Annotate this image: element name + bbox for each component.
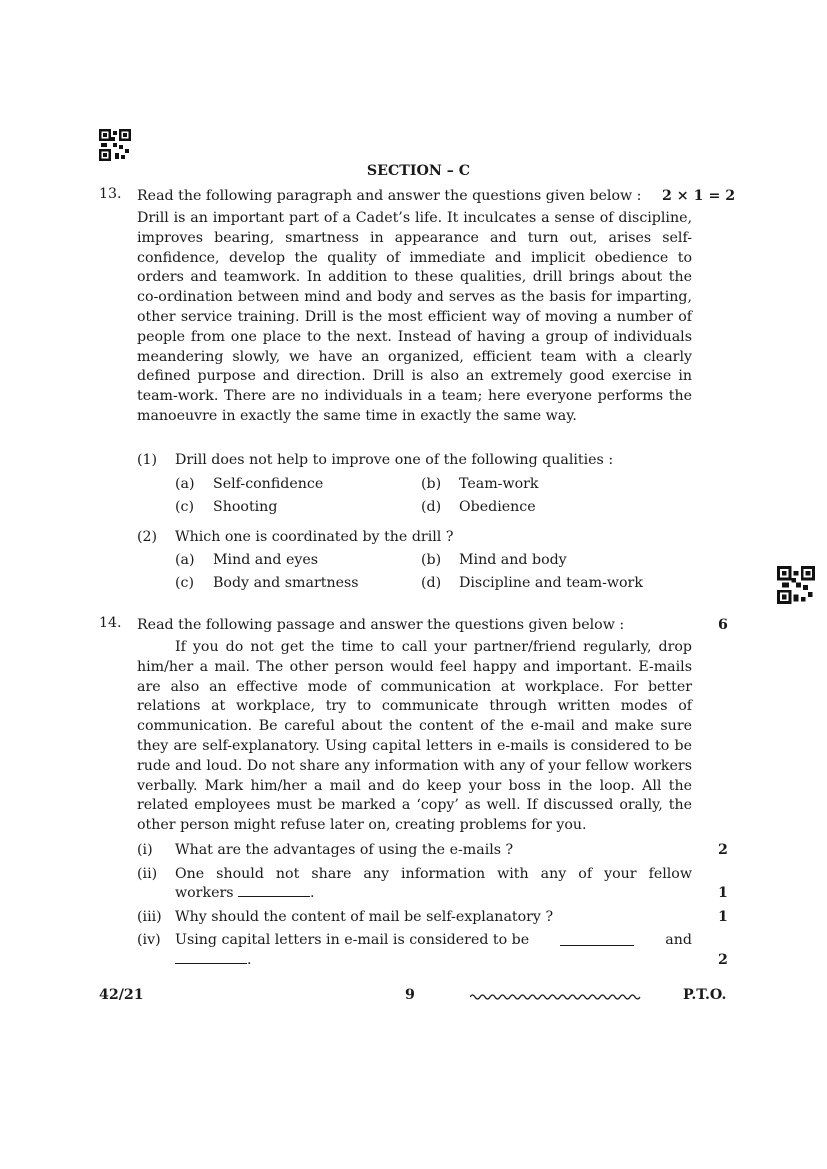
- section-title: SECTION – C: [366, 163, 471, 179]
- question-14-number: 14.: [99, 615, 122, 631]
- option-label: (d): [421, 499, 442, 515]
- option-text: Shooting: [213, 499, 278, 515]
- answer-blank: [238, 884, 310, 897]
- sub-question-marks: 1: [718, 885, 728, 901]
- option-label: (b): [421, 552, 442, 568]
- question-13-sub-2-text: Which one is coordinated by the drill ?: [175, 529, 454, 545]
- question-14-marks: 6: [718, 617, 728, 633]
- option-label: (b): [421, 476, 442, 492]
- qr-code-icon: [777, 566, 815, 604]
- sub-question-text-mid: and: [665, 932, 692, 948]
- sub-question-marks: 2: [718, 842, 728, 858]
- sub-question-text-end: .: [247, 952, 252, 968]
- footer-page-number: 9: [405, 987, 415, 1003]
- option-text: Obedience: [459, 499, 536, 515]
- sub-question-text-b: workers: [175, 885, 234, 901]
- sub-question-text: What are the advantages of using the e-mails ?: [175, 842, 514, 858]
- sub-question-text-cont: [175, 883, 315, 903]
- option-text: Self-confidence: [213, 476, 324, 492]
- sub-question-label: (iii): [137, 909, 162, 925]
- sub-question-label: (iv): [137, 932, 161, 948]
- footer-paper-code: 42/21: [99, 987, 144, 1003]
- question-13-sub-1-text: Drill does not help to improve one of the following qualities :: [175, 452, 614, 468]
- option-label: (c): [175, 575, 195, 591]
- option-text: Team-work: [459, 476, 539, 492]
- sub-question-label: (i): [137, 842, 153, 858]
- question-13-sub-1-label: (1): [137, 452, 158, 468]
- sub-question-text: One should not share any information with any of your fellow: [175, 866, 692, 882]
- question-14-passage: If you do not get the time to call your partner/friend regularly, drop him/her a mail. The other person would feel happy and important. E-mails are also an effective mode of communication at workplace. For better relations at workplace, try to communicate through written modes of communication. Be careful about the content of the e-mail and make sure they are self-explanatory. Using capital letters in e-mails is considered to be rude and loud. Do not share any information with any of your fellow workers verbally. Mark him/her a mail and do keep your boss in the loop. All the related employees must be marked a ‘copy’ as well. If discussed orally, the other person might refuse later on, creating problems for you.: [137, 639, 692, 834]
- question-13-sub-2-label: (2): [137, 529, 158, 545]
- option-text: Mind and eyes: [213, 552, 319, 568]
- question-13-marks: 2 × 1 = 2: [662, 188, 736, 204]
- wavy-line-icon: [470, 990, 642, 1006]
- question-13-prompt: Read the following paragraph and answer the questions given below :: [137, 188, 642, 204]
- option-text: Mind and body: [459, 552, 567, 568]
- question-14-prompt: Read the following passage and answer the questions given below :: [137, 617, 625, 633]
- sub-question-text: Why should the content of mail be self-explanatory ?: [175, 909, 554, 925]
- option-label: (a): [175, 552, 195, 568]
- footer-pto: P.T.O.: [683, 987, 727, 1003]
- qr-code-icon: [99, 129, 131, 161]
- sub-question-text: [175, 930, 692, 950]
- sub-question-text-a: Using capital letters in e-mail is considered to be: [175, 932, 530, 948]
- option-label: (a): [175, 476, 195, 492]
- answer-blank: [560, 933, 634, 946]
- option-text: Discipline and team-work: [459, 575, 643, 591]
- sub-question-text-end: .: [310, 885, 315, 901]
- sub-question-marks: 1: [718, 909, 728, 925]
- question-13-number: 13.: [99, 186, 122, 202]
- sub-question-text-cont: [175, 950, 252, 970]
- sub-question-marks: 2: [718, 952, 728, 968]
- option-label: (d): [421, 575, 442, 591]
- sub-question-label: (ii): [137, 866, 158, 882]
- question-13-paragraph: Drill is an important part of a Cadet’s life. It inculcates a sense of discipline, improves bearing, smartness in appearance and turn out, arises self-confidence, develop the quality of immediate and implicit obedience to orders and teamwork. In addition to these qualities, drill brings about the co-ordination between mind and body and serves as the basis for imparting, other service training. Drill is the most efficient way of moving a number of people from one place to the next. Instead of having a group of individuals meandering slowly, we have an organized, efficient team with a clearly defined purpose and direction. Drill is also an extremely good exercise in team-work. There are no individuals in a team; here everyone performs the manoeuvre in exactly the same time in exactly the same way.: [137, 210, 692, 424]
- answer-blank: [175, 951, 247, 964]
- option-label: (c): [175, 499, 195, 515]
- option-text: Body and smartness: [213, 575, 359, 591]
